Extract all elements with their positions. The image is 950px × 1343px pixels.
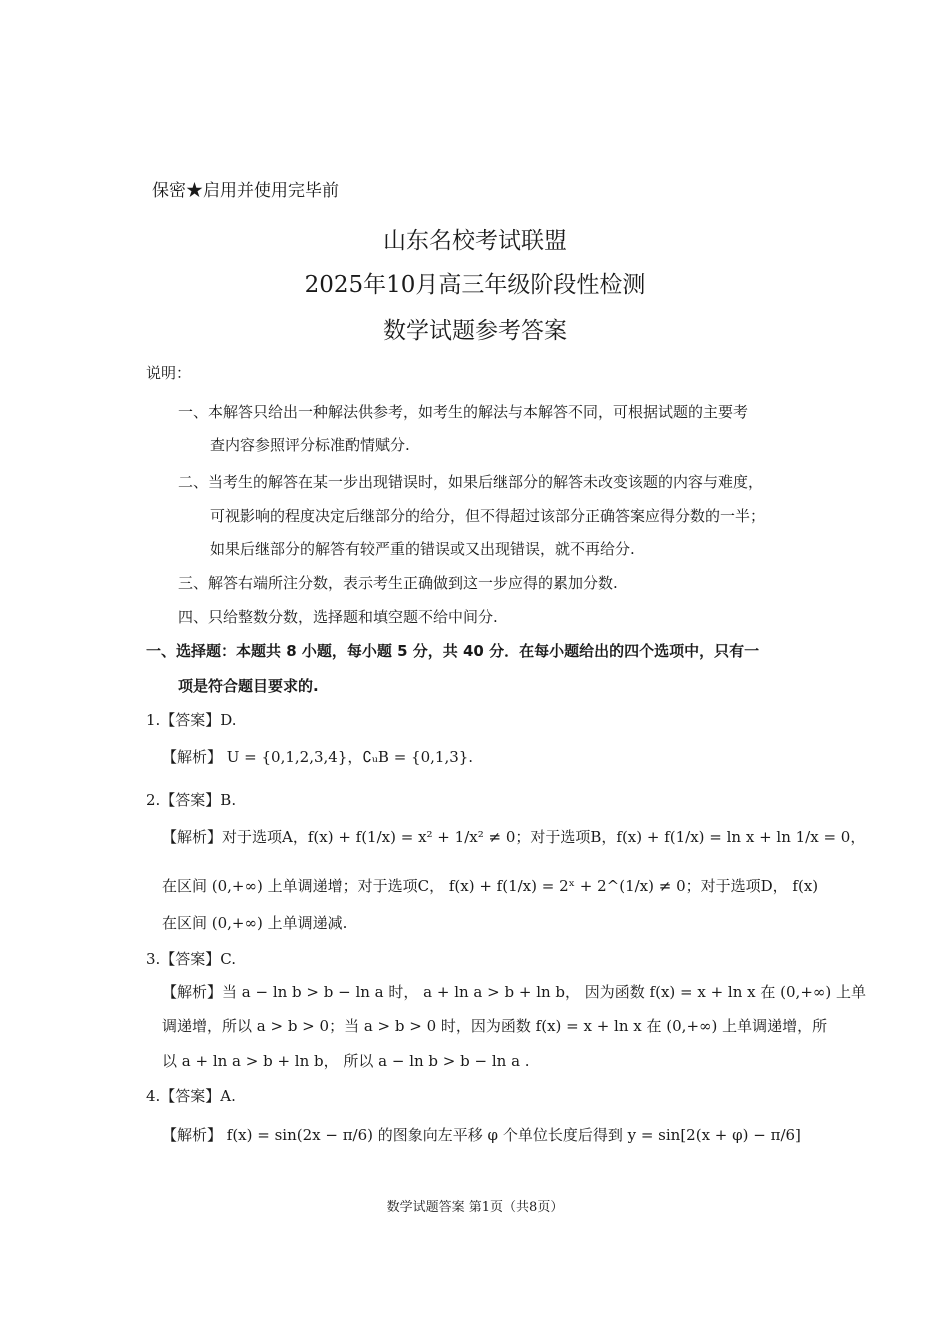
q1-answer: 1.【答案】D. — [146, 711, 237, 729]
org-title: 山东名校考试联盟 — [383, 228, 567, 254]
q4-analysis: 【解析】 f(x) = sin(2x − π/6) 的图象向左平移 φ 个单位长度后得到 y = sin[2(x + φ) − π/6] — [162, 1126, 801, 1144]
q3-answer: 3.【答案】C. — [146, 950, 237, 968]
note-line: 二、当考生的解答在某一步出现错误时，如果后继部分的解答未改变该题的内容与难度， — [178, 473, 764, 491]
section-heading: 一、选择题：本题共 8 小题，每小题 5 分，共 40 分．在每小题给出的四个选项中，只有一 — [146, 642, 760, 660]
note-line: 如果后继部分的解答有较严重的错误或又出现错误，就不再给分. — [210, 540, 635, 558]
notes-label: 说明： — [146, 364, 192, 382]
note-line: 三、解答右端所注分数，表示考生正确做到这一步应得的累加分数. — [178, 574, 618, 592]
note-line: 四、只给整数分数，选择题和填空题不给中间分. — [178, 608, 498, 626]
q2-answer: 2.【答案】B. — [146, 791, 237, 809]
q3-analysis: 【解析】当 a − ln b > b − ln a 时， a + ln a > b + ln b， 因为函数 f(x) = x + ln x 在 (0,+∞) 上单 — [162, 983, 867, 1001]
q2-analysis: 【解析】对于选项A，f(x) + f(1/x) = x² + 1/x² ≠ 0；对于选项B，f(x) + f(1/x) = ln x + ln 1/x = 0， — [162, 828, 866, 846]
exam-title: 2025年10月高三年级阶段性检测 — [304, 272, 646, 298]
subject-title: 数学试题参考答案 — [383, 318, 567, 344]
q3-analysis: 调递增，所以 a > b > 0；当 a > b > 0 时，因为函数 f(x) = x + ln x 在 (0,+∞) 上单调递增，所 — [162, 1017, 828, 1035]
q3-analysis: 以 a + ln a > b + ln b， 所以 a − ln b > b − ln a . — [162, 1052, 530, 1070]
q2-analysis: 在区间 (0,+∞) 上单调递减. — [162, 914, 348, 932]
q4-answer: 4.【答案】A. — [146, 1087, 236, 1105]
note-line: 可视影响的程度决定后继部分的给分，但不得超过该部分正确答案应得分数的一半； — [210, 507, 766, 525]
q2-analysis: 在区间 (0,+∞) 上单调递增；对于选项C， f(x) + f(1/x) = 2ˣ + 2^(1/x) ≠ 0；对于选项D， f(x) — [162, 877, 819, 895]
confidential-label: 保密★启用并使用完毕前 — [152, 181, 339, 201]
note-line: 一、本解答只给出一种解法供参考，如考生的解法与本解答不同，可根据试题的主要考 — [178, 403, 749, 421]
section-heading: 项是符合题目要求的. — [178, 677, 319, 695]
q1-analysis: 【解析】 U = {0,1,2,3,4}，∁ᵤB = {0,1,3}. — [162, 748, 474, 766]
page-footer: 数学试题答案 第1页（共8页） — [386, 1200, 564, 1215]
note-line: 查内容参照评分标准酌情赋分. — [210, 436, 410, 454]
